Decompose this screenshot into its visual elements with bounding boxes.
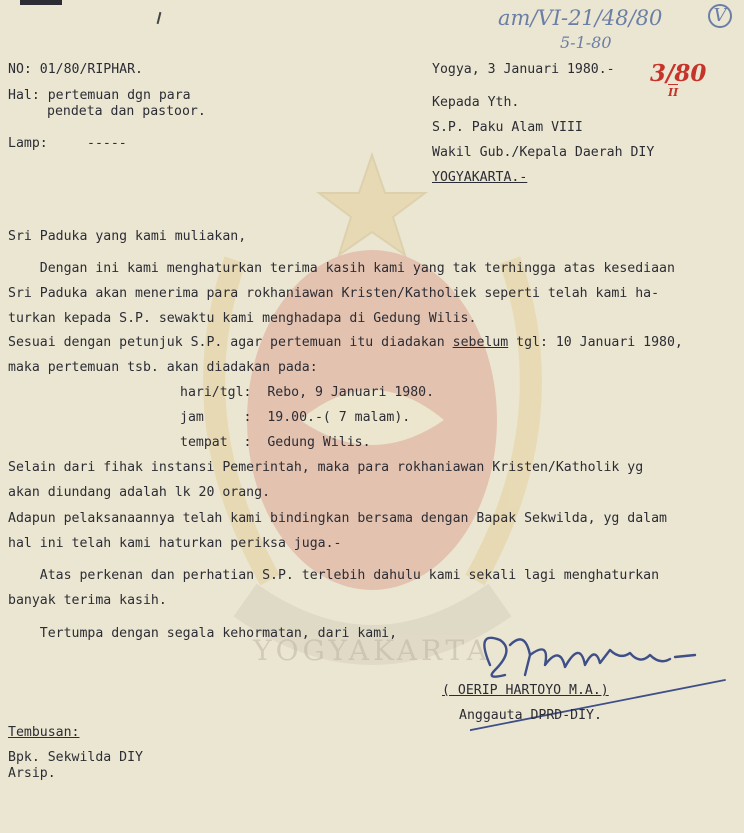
star-icon	[319, 155, 425, 255]
schedule-place: tempat : Gedung Wilis.	[180, 435, 371, 450]
attachment-value: -----	[87, 136, 127, 151]
salutation: Sri Paduka yang kami muliakan,	[8, 229, 247, 244]
signer-name: ( OERIP HARTOYO M.A.)	[442, 683, 609, 698]
paragraph-4-line-2: hal ini telah kami haturkan periksa juga.-	[8, 536, 342, 551]
corner-punch-mark	[20, 0, 62, 5]
paragraph-1-line-2: Sri Paduka akan menerima para rokhaniawan Kristen/Katholiek seperti telah kami ha-	[8, 286, 660, 301]
closing: Tertumpa dengan segala kehormatan, dari kami,	[8, 626, 398, 641]
archive-code: am/VI-21/48/80	[498, 6, 663, 30]
schedule-time: jam : 19.00.-( 7 malam).	[180, 410, 411, 425]
paragraph-3-line-2: akan diundang adalah lk 20 orang.	[8, 485, 271, 500]
paragraph-4-line-1: Adapun pelaksanaannya telah kami bindingkan bersama dengan Bapak Sekwilda, yg dalam	[8, 511, 667, 526]
paragraph-2-underlined-word: sebelum	[452, 335, 509, 350]
recipient-line-1: Kepada Yth.	[432, 95, 520, 110]
letter-number: NO: 01/80/RIPHAR.	[8, 62, 143, 77]
paragraph-1-line-1: Dengan ini kami menghaturkan terima kasih kami yang tak terhingga atas kesediaan	[8, 261, 675, 276]
attachment-label: Lamp:	[8, 136, 48, 151]
signer-title: Anggauta DPRD-DIY.	[459, 708, 602, 723]
recipient-line-3: Wakil Gub./Kepala Daerah DIY	[432, 145, 655, 160]
paragraph-5-line-2: banyak terima kasih.	[8, 593, 167, 608]
paragraph-3-line-1: Selain dari fihak instansi Pemerintah, maka para rokhaniawan Kristen/Katholik yg	[8, 460, 644, 475]
paragraph-2-text-c: tgl: 10 Januari 1980,	[508, 335, 683, 350]
pencil-tick	[157, 12, 162, 24]
archive-date: 5-1-80	[560, 33, 612, 52]
red-reference-sub: II	[668, 86, 679, 99]
cc-item-1: Bpk. Sekwilda DIY	[8, 750, 143, 765]
schedule-day: hari/tgl: Rebo, 9 Januari 1980.	[180, 385, 435, 400]
archive-circled-mark: V	[708, 4, 732, 28]
paragraph-5-line-1: Atas perkenan dan perhatian S.P. terlebih dahulu kami sekali lagi menghaturkan	[8, 568, 660, 583]
red-reference-number: 3/80	[650, 60, 707, 87]
cc-item-2: Arsip.	[8, 766, 56, 781]
watermark-text: YOGYAKARTA	[253, 634, 491, 667]
place-date: Yogya, 3 Januari 1980.-	[432, 62, 615, 77]
right-wreath	[475, 260, 531, 580]
paragraph-1-line-3: turkan kepada S.P. sewaktu kami menghadapa di Gedung Wilis.	[8, 311, 477, 326]
recipient-line-2: S.P. Paku Alam VIII	[432, 120, 583, 135]
paragraph-2-text-a: Sesuai dengan petunjuk S.P. agar pertemuan itu diadakan	[8, 335, 453, 350]
cc-label: Tembusan:	[8, 725, 80, 740]
subject-line-1: Hal: pertemuan dgn para	[8, 88, 191, 103]
subject-line-2: pendeta dan pastoor.	[47, 104, 206, 119]
paragraph-2-line-1	[8, 335, 683, 351]
paragraph-2-line-2: maka pertemuan tsb. akan diadakan pada:	[8, 360, 318, 375]
recipient-line-4: YOGYAKARTA.-	[432, 170, 528, 185]
